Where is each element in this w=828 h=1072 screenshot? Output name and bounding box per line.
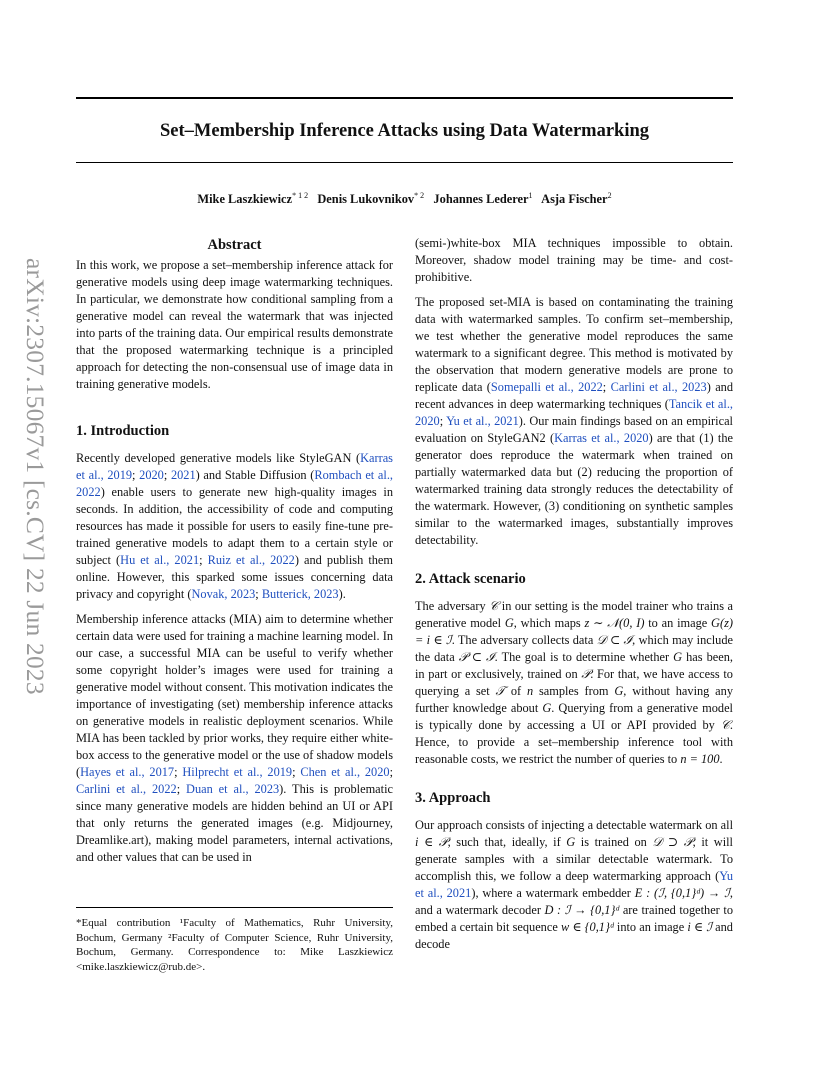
text-run: samples from [533, 684, 615, 698]
text-run: ; [292, 765, 301, 779]
author-affiliation-marks: * 1 2 [292, 190, 309, 200]
text-run: ) and publish them online. However, this sparked some issues concerning data privacy and copyright ( [76, 553, 393, 601]
math-expression: E : (ℐ, {0,1}ᵈ) → ℐ [634, 886, 730, 900]
math-expression: 𝒟 ⊂ ℐ [596, 633, 633, 647]
math-expression: G [504, 616, 514, 630]
section-heading-introduction: 1. Introduction [76, 423, 170, 439]
text-run: ), where a watermark embedder [471, 886, 635, 900]
text-run: ) enable users to generate new high-quality images in seconds. In addition, the accessibility of code and computing resources has made it possible for users to easily fine-tune pre-trained generative models to adapt them to a certain style or subject ( [76, 485, 393, 567]
text-run: , without having any further knowledge about [415, 684, 733, 715]
text-run: , which maps [513, 616, 585, 630]
text-run: Membership inference attacks (MIA) aim to determine whether certain data were used for training a machine learning model. In our case, a successful MIA can be useful to verify whether some copyright holder’s images were used for training a generative model without consent. This motivation indicates the importance of investigating (set) membership inference attacks on generative models in realistic deployment scenarios. While MIA has been tackled by prior works, they require either white-box access to the generative model or the use of shadow models ( [76, 612, 393, 779]
text-run: . The adversary collects data [451, 633, 597, 647]
text-run: Our approach consists of injecting a detectable watermark on all [415, 818, 733, 832]
citation-link[interactable]: Chen et al., 2020 [300, 765, 390, 779]
text-run: . Hence, to provide a set–membership inference tool with reasonable costs, we restrict the number of queries to [415, 718, 733, 766]
left-column [76, 235, 393, 874]
author-list [76, 190, 733, 208]
citation-link[interactable]: Yu et al., 2021 [415, 869, 733, 900]
intro-paragraph-2-continued: (semi-)white-box MIA techniques impossible to obtain. Moreover, shadow model training may be time- and cost-prohibitive. [415, 236, 733, 284]
text-run: are trained together to embed a certain bit sequence [415, 903, 733, 934]
text-run: ). Our main findings based on an empirical evaluation on StyleGAN2 ( [415, 414, 733, 445]
citation-link[interactable]: Ruiz et al., 2022 [207, 553, 295, 567]
abstract-heading: Abstract [207, 237, 262, 253]
intro-paragraph-3 [415, 294, 733, 549]
title-rule-bottom [76, 162, 733, 163]
math-expression: G [614, 684, 624, 698]
citation-link[interactable]: Duan et al., 2023 [186, 782, 280, 796]
right-column [415, 235, 733, 961]
text-run: The proposed set-MIA is based on contaminating the training data with watermarked samples. To confirm set–membership, we test whether the generative model reproduces the same watermark to a significant degree. This method is motivated by the observation that modern generative models are prone to replicate data ( [415, 295, 733, 394]
text-run: . Querying from a generative model is typically done by accessing a UI or API provided by [415, 701, 733, 732]
intro-paragraph-2 [76, 611, 393, 866]
math-expression: w ∈ {0,1}ᵈ [560, 920, 614, 934]
author-affiliation-marks: 1 [528, 190, 533, 200]
text-run: . For that, we have access to querying a set [415, 667, 733, 698]
abstract-text: In this work, we propose a set–membership inference attack for generative models using deep image watermarking techniques. In particular, we demonstrate how conditional sampling from a generative model can reveal the watermark that was injected into parts of the training data. Our empirical results demonstrate that the proposed watermarking technique is a principled approach for detecting the non-consensual use of image data in training generative models. [76, 258, 393, 391]
author-affiliation-marks: * 2 [414, 190, 425, 200]
author-name: Asja Fischer [541, 192, 608, 206]
text-run: into an image [613, 920, 688, 934]
citation-link[interactable]: Karras et al., 2019 [76, 451, 393, 482]
text-run: to an image [644, 616, 712, 630]
text-run: ; [176, 782, 187, 796]
math-expression: 𝒞 [720, 718, 730, 732]
section-heading-approach: 3. Approach [415, 790, 491, 806]
math-expression: 𝒫 ⊂ ℐ [458, 650, 495, 664]
citation-link[interactable]: Hayes et al., 2017 [80, 765, 175, 779]
text-run: ; [255, 587, 262, 601]
citation-link[interactable]: 2021 [170, 468, 196, 482]
math-expression: z ∼ 𝒩(0, I) [584, 616, 645, 630]
text-run: ; [199, 553, 208, 567]
citation-link[interactable]: Hilprecht et al., 2019 [182, 765, 293, 779]
text-run: Recently developed generative models like StyleGAN ( [76, 451, 361, 465]
citation-link[interactable]: 2020 [139, 468, 164, 482]
text-run: ; [439, 414, 447, 428]
text-run: ; [602, 380, 611, 394]
text-run: , such that, ideally, if [447, 835, 567, 849]
affiliation-footnote: *Equal contribution ¹Faculty of Mathematics, Ruhr University, Bochum, Germany ²Faculty of Computer Science, Ruhr University, Bochum, Germany. Correspondence to: Mike Laszkiewicz <mike.laszkiewicz@rub.de>. [76, 907, 393, 974]
attack-scenario-paragraph [415, 598, 733, 768]
citation-link[interactable]: Karras et al., 2020 [554, 431, 649, 445]
text-run: ; [132, 468, 140, 482]
text-run: , and a watermark decoder [415, 886, 733, 917]
citation-link[interactable]: Novak, 2023 [191, 587, 256, 601]
math-expression: 𝒞 [489, 599, 499, 613]
approach-paragraph [415, 817, 733, 953]
intro-paragraph-1 [76, 450, 393, 603]
text-run: . [719, 752, 723, 766]
text-run: has been, in part or exclusively, trained on [415, 650, 734, 681]
math-expression: G [673, 650, 683, 664]
math-expression: G [566, 835, 576, 849]
text-run: and decode [415, 920, 733, 951]
text-run: of [505, 684, 527, 698]
text-run: ). This is problematic since many generative models are hidden behind an UI or API that only returns the generated images (e.g. Midjourney, Dreamlike.art), making model parameters, internal activations, and other values that can be used in [76, 782, 393, 864]
citation-link[interactable]: Tancik et al., 2020 [415, 397, 733, 428]
paper-title: Set–Membership Inference Attacks using Data Watermarking [159, 121, 650, 141]
title-rule-top [76, 97, 733, 99]
math-expression: 𝒫 [581, 667, 591, 681]
arxiv-identifier-text: arXiv:2307.15067v1 [cs.CV] 22 Jun 2023 [21, 258, 50, 695]
text-run: ) are that (1) the generator does reproduce the watermark when trained on partially watermarked data but (2) reducing the proportion of watermarked training data strongly reduces the detectability of the watermark. However, (3) conditioning on synthetic samples similar to the watermarked images, substantially improves detectability. [415, 431, 733, 547]
math-expression: n = 100 [680, 752, 720, 766]
section-heading-attack-scenario: 2. Attack scenario [415, 571, 526, 587]
math-expression: G(z) = i ∈ ℐ [415, 616, 733, 647]
citation-link[interactable]: Hu et al., 2021 [120, 553, 200, 567]
text-run: ; [389, 765, 393, 779]
math-expression: i ∈ 𝒫 [415, 835, 448, 849]
math-expression: G [542, 701, 552, 715]
text-run: ; [174, 765, 183, 779]
citation-link[interactable]: Yu et al., 2021 [446, 414, 519, 428]
arxiv-identifier-stamp [18, 258, 52, 705]
author-name: Denis Lukovnikov [317, 192, 415, 206]
author-name: Johannes Lederer [433, 192, 529, 206]
math-expression: D : ℐ → {0,1}ᵈ [544, 903, 620, 917]
citation-link[interactable]: Butterick, 2023 [261, 587, 339, 601]
text-run: , it will generate samples with a similar detectable watermark. To accomplish this, we follow a deep watermarking approach ( [415, 835, 733, 883]
text-run: . The goal is to determine whether [494, 650, 674, 664]
text-run: ). [338, 587, 346, 601]
math-expression: 𝒟 ⊃ 𝒫 [652, 835, 693, 849]
math-expression: n [526, 684, 534, 698]
math-expression: 𝒯 [495, 684, 506, 698]
text-run: ) and Stable Diffusion ( [195, 468, 315, 482]
author-affiliation-marks: 2 [607, 190, 612, 200]
citation-link[interactable]: Somepalli et al., 2022 [490, 380, 603, 394]
citation-link[interactable]: Carlini et al., 2023 [610, 380, 707, 394]
text-run: in our setting is the model trainer who trains a generative model [415, 599, 734, 630]
author-name: Mike Laszkiewicz [197, 192, 293, 206]
text-run: , which may include the data [415, 633, 733, 664]
text-run: The adversary [415, 599, 490, 613]
text-run: ) and recent advances in deep watermarking techniques ( [415, 380, 734, 411]
text-run: ; [163, 468, 171, 482]
math-expression: i ∈ ℐ [687, 920, 713, 934]
text-run: is trained on [575, 835, 653, 849]
citation-link[interactable]: Rombach et al., 2022 [76, 468, 393, 499]
citation-link[interactable]: Carlini et al., 2022 [76, 782, 177, 796]
